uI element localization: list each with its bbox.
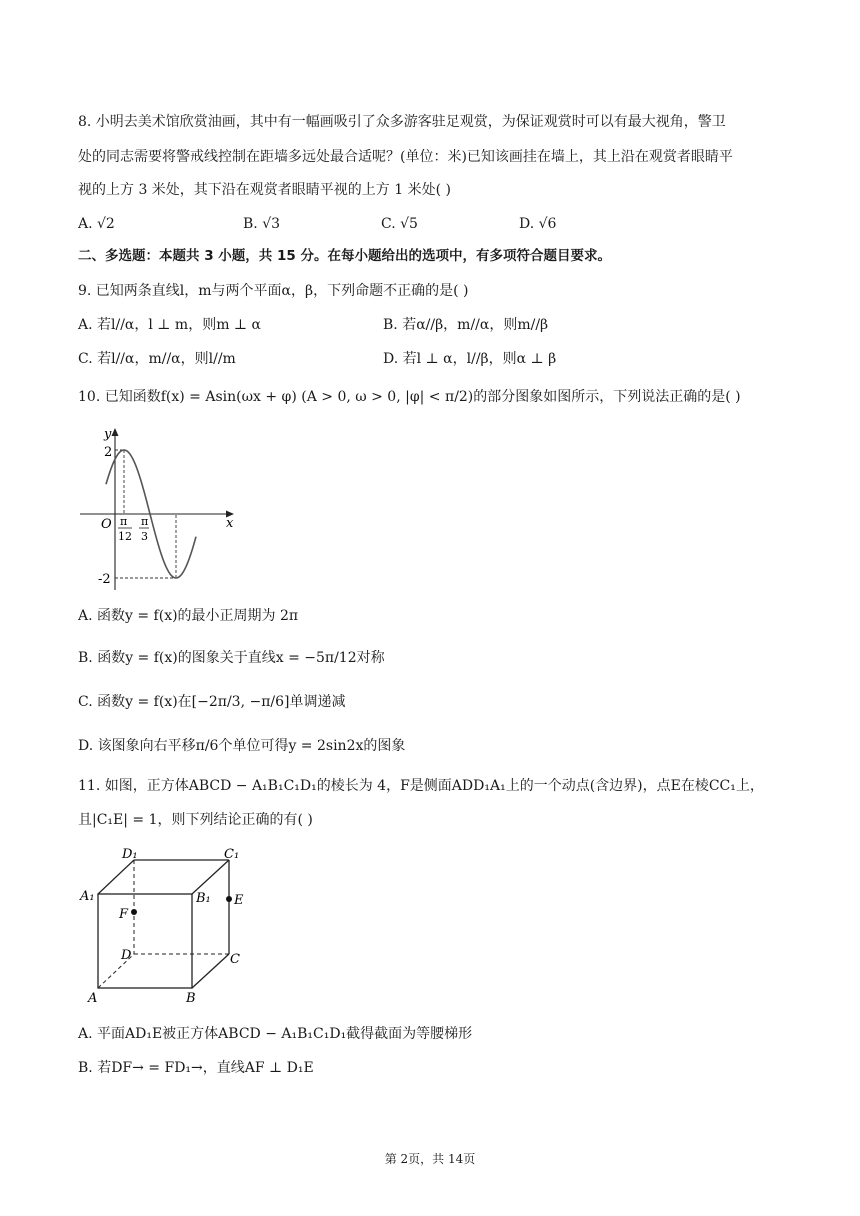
q10-option-c: C. 函数y = f(x)在[−2π/3, −π/6]单调递减: [78, 694, 346, 710]
q9-option-c: C. 若l//α，m//α，则l//m: [78, 351, 236, 367]
q11-line-2: 且|C₁E| = 1，则下列结论正确的有( ): [78, 812, 313, 828]
y-min-label: -2: [98, 572, 111, 587]
y-axis-label: y: [104, 427, 112, 442]
q8-line-2: 处的同志需要将警戒线控制在距墙多远处最合适呢？(单位：米)已知该画挂在墙上，其上沿在观赏者眼睛平: [78, 149, 733, 165]
point-f: [131, 909, 137, 915]
q11-line-1: 11. 如图，正方体ABCD − A₁B₁C₁D₁的棱长为 4，F是侧面ADD₁A₁上的一个动点(含边界)，点E在棱CC₁上，: [78, 778, 764, 794]
q10-option-a: A. 函数y = f(x)的最小正周期为 2π: [78, 608, 299, 624]
label-c1: C₁: [224, 847, 240, 862]
q10-sine-graph: [74, 420, 244, 595]
q8-line-1: 8. 小明去美术馆欣赏油画，其中有一幅画吸引了众多游客驻足观赏，为保证观赏时可以有最大视角，警卫: [78, 114, 726, 130]
page-footer: 第 2页，共 14页: [384, 1152, 476, 1166]
label-d: D: [121, 948, 132, 963]
x-tick-2-denominator: 3: [141, 530, 148, 543]
edge-b1-c1: [192, 860, 229, 894]
x-tick-1-numerator: π: [120, 515, 128, 528]
q9-option-a: A. 若l//α，l ⊥ m，则m ⊥ α: [78, 317, 261, 333]
q8-option-a: A. √2: [78, 216, 115, 232]
x-tick-2-numerator: π: [141, 515, 149, 528]
q10-stem: 10. 已知函数f(x) = Asin(ωx + φ) (A > 0, ω > 0, |φ| < π/2)的部分图象如图所示，下列说法正确的是( ): [78, 389, 741, 405]
q8-option-d: D. √6: [519, 216, 557, 232]
q10-option-b: B. 函数y = f(x)的图象关于直线x = −5π/12对称: [78, 650, 385, 666]
x-axis-label: x: [226, 516, 234, 531]
q8-option-b: B. √3: [243, 216, 281, 232]
label-b1: B₁: [196, 891, 211, 906]
y-max-label: 2: [104, 445, 113, 460]
edge-b-c: [192, 954, 229, 988]
label-a: A: [88, 991, 98, 1006]
y-axis-arrow: [112, 428, 119, 436]
cube-front-face: [98, 894, 192, 988]
q11-option-b: B. 若DF→ = FD₁→，直线AF ⊥ D₁E: [78, 1060, 314, 1076]
q9-stem: 9. 已知两条直线l，m与两个平面α，β，下列命题不正确的是( ): [78, 283, 469, 299]
edge-a1-d1: [98, 860, 134, 894]
q11-cube-figure: [74, 842, 254, 1010]
section-2-heading: 二、多选题：本题共 3 小题，共 15 分。在每小题给出的选项中，有多项符合题目要求。: [78, 248, 611, 264]
q11-option-a: A. 平面AD₁E被正方体ABCD − A₁B₁C₁D₁截得截面为等腰梯形: [78, 1026, 473, 1042]
label-d1: D₁: [122, 847, 138, 862]
label-e: E: [234, 893, 244, 908]
q9-option-d: D. 若l ⊥ α，l//β，则α ⊥ β: [383, 351, 557, 367]
q9-option-b: B. 若α//β，m//α，则m//β: [383, 317, 549, 333]
label-b: B: [186, 991, 196, 1006]
q8-line-3: 视的上方 3 米处，其下沿在观赏者眼睛平视的上方 1 米处( ): [78, 182, 451, 198]
q8-option-c: C. √5: [381, 216, 418, 232]
x-tick-1-denominator: 12: [118, 530, 132, 543]
label-a1: A₁: [80, 889, 95, 904]
origin-label: O: [101, 517, 112, 532]
label-f: F: [119, 907, 129, 922]
point-e: [226, 896, 232, 902]
q10-option-d: D. 该图象向右平移π/6个单位可得y = 2sin2x的图象: [78, 738, 406, 754]
label-c: C: [230, 952, 240, 967]
